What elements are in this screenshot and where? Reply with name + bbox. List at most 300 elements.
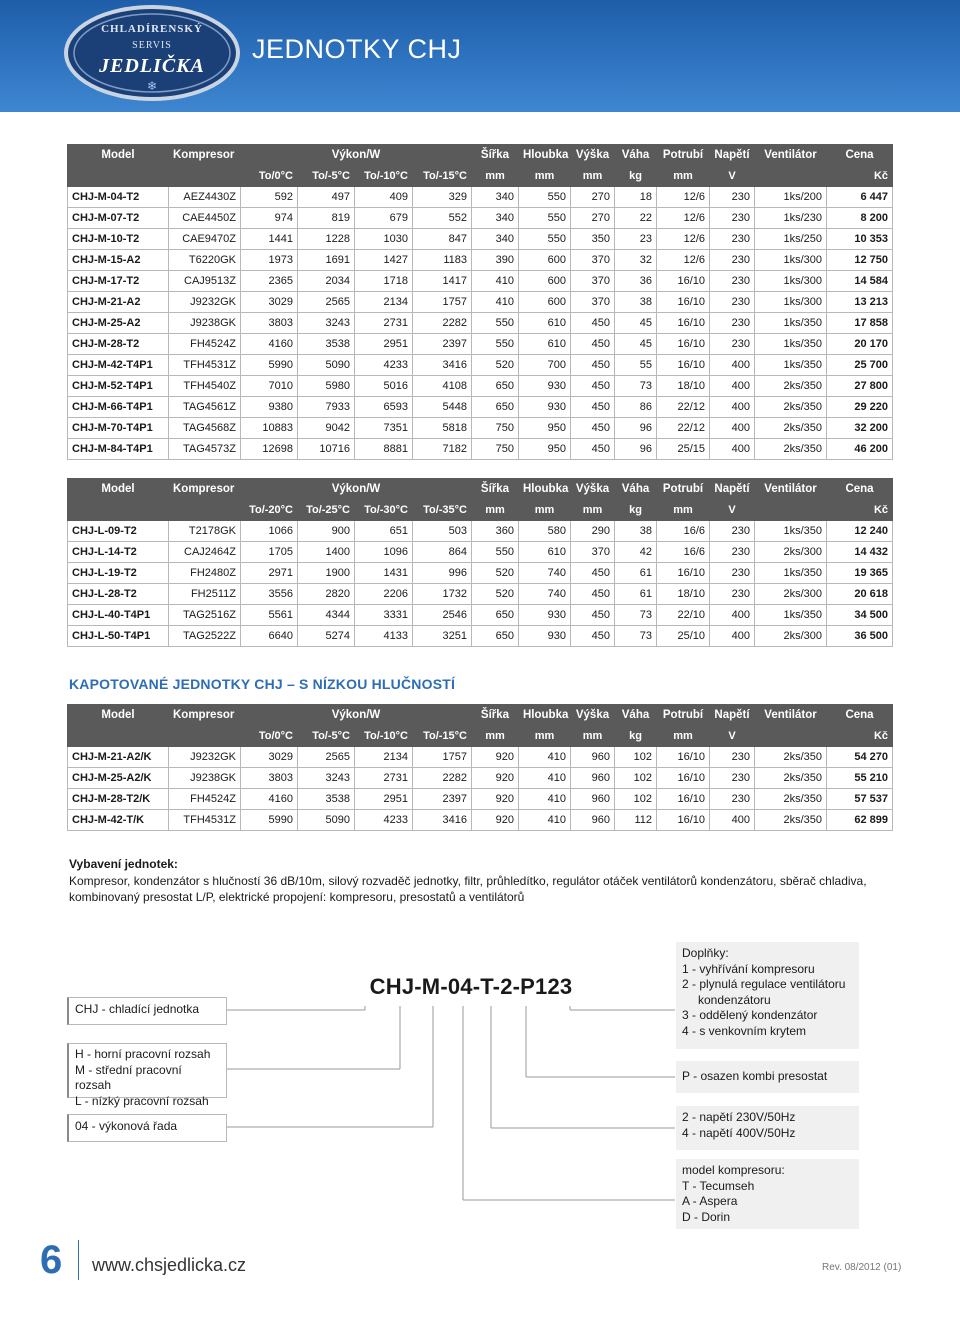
table-cell: 9380 <box>241 397 298 418</box>
table-cell: 102 <box>615 768 657 789</box>
price-cell: 46 200 <box>827 439 893 460</box>
column-subheader: kg <box>615 166 657 187</box>
table-cell: 73 <box>615 605 657 626</box>
table-cell: TAG4568Z <box>169 418 241 439</box>
table-cell: 520 <box>472 563 519 584</box>
price-cell: 29 220 <box>827 397 893 418</box>
table-cell: 750 <box>472 418 519 439</box>
legend-box-pressostat <box>676 1061 859 1093</box>
model-cell: CHJ-M-25-A2 <box>68 313 169 334</box>
column-subheader <box>755 166 827 187</box>
table-cell: 390 <box>472 250 519 271</box>
table-cell: 1ks/300 <box>755 292 827 313</box>
table-cell: 9042 <box>298 418 355 439</box>
equipment-text <box>69 873 889 905</box>
table-cell: 1417 <box>413 271 472 292</box>
table-cell: 550 <box>519 229 571 250</box>
table-cell: 102 <box>615 747 657 768</box>
table-cell: 1ks/350 <box>755 605 827 626</box>
column-header: Kompresor <box>169 705 241 726</box>
price-cell: 6 447 <box>827 187 893 208</box>
table-cell: 1691 <box>298 250 355 271</box>
table-cell: 112 <box>615 810 657 831</box>
price-cell: 54 270 <box>827 747 893 768</box>
table-cell: 520 <box>472 584 519 605</box>
table-cell: 25/10 <box>657 626 710 647</box>
table-cell: 1705 <box>241 542 298 563</box>
table-row <box>68 747 893 768</box>
table-cell: 3538 <box>298 789 355 810</box>
legend-box-series <box>67 1114 227 1142</box>
table-cell: 1431 <box>355 563 413 584</box>
table-cell: 16/6 <box>657 521 710 542</box>
table-cell: 1718 <box>355 271 413 292</box>
table-l-range <box>67 478 893 647</box>
model-cell: CHJ-M-28-T2/K <box>68 789 169 810</box>
table-cell: 370 <box>571 271 615 292</box>
table-row <box>68 208 893 229</box>
table-cell: 847 <box>413 229 472 250</box>
column-subheader: mm <box>571 166 615 187</box>
table-cell: 16/10 <box>657 747 710 768</box>
table-cell: 450 <box>571 355 615 376</box>
table-cell: 2565 <box>298 747 355 768</box>
table-cell: 600 <box>519 250 571 271</box>
model-cell: CHJ-M-07-T2 <box>68 208 169 229</box>
table-cell: CAE9470Z <box>169 229 241 250</box>
legend-box-compressor <box>676 1159 859 1229</box>
table-cell: 974 <box>241 208 298 229</box>
table-cell: FH4524Z <box>169 334 241 355</box>
table-cell: 2ks/350 <box>755 810 827 831</box>
model-cell: CHJ-M-52-T4P1 <box>68 376 169 397</box>
table-cell: 340 <box>472 187 519 208</box>
legend-line: D - Dorin <box>682 1209 731 1224</box>
model-cell: CHJ-L-40-T4P1 <box>68 605 169 626</box>
table-cell: 2134 <box>355 292 413 313</box>
table-cell: 230 <box>710 521 755 542</box>
column-header: Výkon/W <box>241 145 472 166</box>
column-header: Ventilátor <box>755 705 827 726</box>
table-cell: 3243 <box>298 313 355 334</box>
table-cell: 1973 <box>241 250 298 271</box>
price-cell: 8 200 <box>827 208 893 229</box>
table-cell: 864 <box>413 542 472 563</box>
table-cell: TFH4540Z <box>169 376 241 397</box>
price-cell: 57 537 <box>827 789 893 810</box>
table-cell: 5090 <box>298 810 355 831</box>
legend-line: P - osazen kombi presostat <box>682 1069 828 1083</box>
table-cell: 2ks/300 <box>755 584 827 605</box>
page-header <box>0 0 960 112</box>
website-link[interactable]: www.chsjedlicka.cz <box>92 1255 247 1275</box>
column-header: Model <box>68 479 169 500</box>
table-cell: 2ks/350 <box>755 768 827 789</box>
table-cell: 230 <box>710 334 755 355</box>
table-cell: 340 <box>472 229 519 250</box>
table-cell: 45 <box>615 334 657 355</box>
table-cell: 329 <box>413 187 472 208</box>
table-row <box>68 521 893 542</box>
table-cell: 55 <box>615 355 657 376</box>
table-cell: 503 <box>413 521 472 542</box>
column-header: Váha <box>615 479 657 500</box>
table-cell: 2397 <box>413 334 472 355</box>
table-cell: 450 <box>571 397 615 418</box>
column-header: Výška <box>571 145 615 166</box>
table-cell: 4160 <box>241 334 298 355</box>
table-cell: 580 <box>519 521 571 542</box>
table-cell: FH4524Z <box>169 789 241 810</box>
table-cell: 3331 <box>355 605 413 626</box>
table-cell: 370 <box>571 542 615 563</box>
table-cell: 2820 <box>298 584 355 605</box>
price-cell: 32 200 <box>827 418 893 439</box>
table-row <box>68 229 893 250</box>
column-subheader: Kč <box>827 726 893 747</box>
column-subheader: mm <box>472 726 519 747</box>
table-cell: CAJ2464Z <box>169 542 241 563</box>
table-cell: 12/6 <box>657 208 710 229</box>
table-cell: 1ks/350 <box>755 334 827 355</box>
table-cell: 2ks/300 <box>755 542 827 563</box>
table-row <box>68 376 893 397</box>
logo-text-main: JEDLIČKA <box>99 55 205 77</box>
table-cell: 750 <box>472 439 519 460</box>
table-cell: 930 <box>519 626 571 647</box>
table-cell: 650 <box>472 376 519 397</box>
column-header: Napětí <box>710 479 755 500</box>
logo-text-mid: SERVIS <box>132 40 172 51</box>
table-cell: 5274 <box>298 626 355 647</box>
table-row <box>68 187 893 208</box>
table-subheader-row <box>68 166 893 187</box>
table-row <box>68 542 893 563</box>
table-cell: 12/6 <box>657 187 710 208</box>
table-cell: 6593 <box>355 397 413 418</box>
table-cell: 1228 <box>298 229 355 250</box>
table-cell: 61 <box>615 584 657 605</box>
table-cell: 3029 <box>241 292 298 313</box>
table-cell: 2282 <box>413 768 472 789</box>
column-subheader: mm <box>519 500 571 521</box>
column-subheader: To/-10°C <box>355 166 413 187</box>
table-cell: 38 <box>615 292 657 313</box>
column-subheader: To/-5°C <box>298 726 355 747</box>
table-cell: 230 <box>710 563 755 584</box>
column-subheader: To/-10°C <box>355 726 413 747</box>
table-cell: 740 <box>519 563 571 584</box>
column-subheader: V <box>710 166 755 187</box>
table-cell: AEZ4430Z <box>169 187 241 208</box>
table-cell: 16/10 <box>657 563 710 584</box>
table-cell: 2731 <box>355 313 413 334</box>
model-cell: CHJ-M-17-T2 <box>68 271 169 292</box>
table-cell: 2ks/350 <box>755 376 827 397</box>
page-number: 6 <box>40 1238 63 1282</box>
table-cell: 410 <box>519 768 571 789</box>
model-cell: CHJ-M-04-T2 <box>68 187 169 208</box>
column-header: Výška <box>571 479 615 500</box>
table-cell: 2731 <box>355 768 413 789</box>
table-cell: 409 <box>355 187 413 208</box>
table-row <box>68 355 893 376</box>
table-cell: 950 <box>519 418 571 439</box>
table-cell: 550 <box>472 313 519 334</box>
table-cell: 230 <box>710 187 755 208</box>
table-cell: 230 <box>710 208 755 229</box>
table-cell: 16/10 <box>657 810 710 831</box>
price-cell: 62 899 <box>827 810 893 831</box>
legend-box-range <box>67 1043 227 1108</box>
column-subheader: To/-15°C <box>413 726 472 747</box>
table-cell: 7010 <box>241 376 298 397</box>
table-cell: 400 <box>710 439 755 460</box>
table-cell: 1030 <box>355 229 413 250</box>
price-cell: 20 618 <box>827 584 893 605</box>
legend-line: CHJ - chladící jednotka <box>75 1002 200 1016</box>
column-subheader: mm <box>571 726 615 747</box>
table-cell: 960 <box>571 789 615 810</box>
table-cell: T6220GK <box>169 250 241 271</box>
table-cell: 3416 <box>413 810 472 831</box>
table-row <box>68 563 893 584</box>
legend-line: 4 - napětí 400V/50Hz <box>682 1125 796 1140</box>
model-cell: CHJ-L-19-T2 <box>68 563 169 584</box>
legend-line: T - Tecumseh <box>682 1178 755 1193</box>
table-cell: 230 <box>710 229 755 250</box>
column-header: Ventilátor <box>755 145 827 166</box>
table-cell: 4344 <box>298 605 355 626</box>
column-subheader: mm <box>571 500 615 521</box>
table-cell: TAG2522Z <box>169 626 241 647</box>
table-cell: 450 <box>571 418 615 439</box>
table-header-row <box>68 705 893 726</box>
table-cell: 36 <box>615 271 657 292</box>
table-cell: 450 <box>571 439 615 460</box>
column-subheader: To/-5°C <box>298 166 355 187</box>
column-subheader: Kč <box>827 166 893 187</box>
table-cell: 996 <box>413 563 472 584</box>
price-cell: 12 240 <box>827 521 893 542</box>
table-cell: 230 <box>710 584 755 605</box>
table-cell: 3803 <box>241 768 298 789</box>
column-header: Ventilátor <box>755 479 827 500</box>
column-subheader: To/-35°C <box>413 500 472 521</box>
table-cell: 16/10 <box>657 334 710 355</box>
price-cell: 14 432 <box>827 542 893 563</box>
table-cell: 4160 <box>241 789 298 810</box>
column-subheader: V <box>710 500 755 521</box>
table-cell: 1ks/350 <box>755 521 827 542</box>
table-cell: 1ks/350 <box>755 355 827 376</box>
table-cell: 3416 <box>413 355 472 376</box>
table-cell: 600 <box>519 271 571 292</box>
model-cell: CHJ-M-25-A2/K <box>68 768 169 789</box>
table-cell: 1ks/250 <box>755 229 827 250</box>
table-cell: 2365 <box>241 271 298 292</box>
table-row <box>68 250 893 271</box>
table-cell: 290 <box>571 521 615 542</box>
legend-line: 1 - vyhřívání kompresoru <box>682 961 815 976</box>
table-cell: 610 <box>519 313 571 334</box>
table-cell: 410 <box>519 747 571 768</box>
table-cell: 25/15 <box>657 439 710 460</box>
table-cell: 2565 <box>298 292 355 313</box>
table-cell: 3556 <box>241 584 298 605</box>
table-cell: 7933 <box>298 397 355 418</box>
legend-line: model kompresoru: <box>682 1163 785 1177</box>
table-cell: 960 <box>571 747 615 768</box>
table-cell: TAG4561Z <box>169 397 241 418</box>
table-row <box>68 397 893 418</box>
column-subheader: mm <box>657 726 710 747</box>
legend-line: 2 - napětí 230V/50Hz <box>682 1110 796 1124</box>
column-header: Váha <box>615 145 657 166</box>
table-row <box>68 789 893 810</box>
table-cell: 18/10 <box>657 376 710 397</box>
table-low-noise <box>67 704 893 831</box>
price-cell: 13 213 <box>827 292 893 313</box>
table-cell: TFH4531Z <box>169 355 241 376</box>
table-cell: 550 <box>472 542 519 563</box>
column-header: Cena <box>827 145 893 166</box>
table-cell: 552 <box>413 208 472 229</box>
page-title: JEDNOTKY CHJ <box>252 34 462 64</box>
table-body <box>68 521 893 647</box>
table-cell: 400 <box>710 605 755 626</box>
column-header: Potrubí <box>657 479 710 500</box>
table-cell: 270 <box>571 187 615 208</box>
price-cell: 20 170 <box>827 334 893 355</box>
column-subheader: To/0°C <box>241 166 298 187</box>
table-cell: 6640 <box>241 626 298 647</box>
price-cell: 10 353 <box>827 229 893 250</box>
table-cell: 1ks/300 <box>755 250 827 271</box>
table-body <box>68 187 893 460</box>
table-cell: 450 <box>571 376 615 397</box>
table-cell: 12/6 <box>657 229 710 250</box>
table-cell: 370 <box>571 292 615 313</box>
table-cell: 3803 <box>241 313 298 334</box>
model-cell: CHJ-M-28-T2 <box>68 334 169 355</box>
column-header: Model <box>68 145 169 166</box>
table-row <box>68 439 893 460</box>
table-row <box>68 271 893 292</box>
table-cell: 920 <box>472 810 519 831</box>
table-cell: 230 <box>710 542 755 563</box>
table-cell: CAJ9513Z <box>169 271 241 292</box>
table-cell: 22/10 <box>657 605 710 626</box>
column-header: Kompresor <box>169 479 241 500</box>
table-cell: 1ks/300 <box>755 271 827 292</box>
table-cell: J9238GK <box>169 313 241 334</box>
legend-line: A - Aspera <box>682 1194 738 1208</box>
column-subheader <box>755 500 827 521</box>
price-cell: 55 210 <box>827 768 893 789</box>
table-cell: 1757 <box>413 747 472 768</box>
table-cell: 16/10 <box>657 768 710 789</box>
column-header: Potrubí <box>657 705 710 726</box>
price-cell: 36 500 <box>827 626 893 647</box>
column-subheader: To/-15°C <box>413 166 472 187</box>
column-subheader: V <box>710 726 755 747</box>
column-header: Cena <box>827 479 893 500</box>
table-cell: 2397 <box>413 789 472 810</box>
table-cell: 1757 <box>413 292 472 313</box>
legend-box-voltage <box>676 1106 859 1150</box>
table-cell: 2ks/350 <box>755 747 827 768</box>
table-cell: 16/10 <box>657 271 710 292</box>
table-cell: 45 <box>615 313 657 334</box>
table-row <box>68 418 893 439</box>
table-cell: 2206 <box>355 584 413 605</box>
model-cell: CHJ-L-50-T4P1 <box>68 626 169 647</box>
price-cell: 27 800 <box>827 376 893 397</box>
column-subheader: To/-20°C <box>241 500 298 521</box>
table-subheader-row <box>68 726 893 747</box>
model-cell: CHJ-M-15-A2 <box>68 250 169 271</box>
table-cell: 400 <box>710 355 755 376</box>
table-cell: TAG4573Z <box>169 439 241 460</box>
table-cell: 2951 <box>355 334 413 355</box>
table-cell: 651 <box>355 521 413 542</box>
table-cell: 7182 <box>413 439 472 460</box>
table-cell: TFH4531Z <box>169 810 241 831</box>
table-cell: 2034 <box>298 271 355 292</box>
table-cell: 930 <box>519 376 571 397</box>
table-cell: 5448 <box>413 397 472 418</box>
legend-line: M - střední pracovní rozsah <box>75 1062 182 1092</box>
table-cell: J9232GK <box>169 292 241 313</box>
column-header: Výkon/W <box>241 479 472 500</box>
table-cell: 410 <box>472 292 519 313</box>
table-cell: 550 <box>519 187 571 208</box>
column-header: Potrubí <box>657 145 710 166</box>
snowflake-icon: ❄ <box>146 79 158 93</box>
column-header: Výkon/W <box>241 705 472 726</box>
model-cell: CHJ-L-28-T2 <box>68 584 169 605</box>
legend-line: L - nízký pracovní rozsah <box>75 1093 209 1108</box>
legend-line: 4 - s venkovním krytem <box>682 1023 807 1038</box>
table-cell: 700 <box>519 355 571 376</box>
price-cell: 19 365 <box>827 563 893 584</box>
table-cell: 1ks/200 <box>755 187 827 208</box>
table-cell: 16/6 <box>657 542 710 563</box>
table-cell: 1ks/230 <box>755 208 827 229</box>
company-logo <box>62 2 242 104</box>
legend-line: Doplňky: <box>682 946 729 960</box>
table-cell: 3538 <box>298 334 355 355</box>
table-cell: 930 <box>519 397 571 418</box>
legend-line: 3 - oddělený kondenzátor <box>682 1008 818 1022</box>
column-subheader <box>755 726 827 747</box>
table-cell: 16/10 <box>657 355 710 376</box>
table-cell: 1183 <box>413 250 472 271</box>
table-cell: 230 <box>710 768 755 789</box>
table-cell: 520 <box>472 355 519 376</box>
table-cell: TAG2516Z <box>169 605 241 626</box>
table-cell: 2951 <box>355 789 413 810</box>
column-header: Kompresor <box>169 145 241 166</box>
table-cell: 5980 <box>298 376 355 397</box>
table-cell: 610 <box>519 334 571 355</box>
table-cell: 73 <box>615 626 657 647</box>
column-header: Šířka <box>472 479 519 500</box>
model-code: CHJ-M-04-T-2-P123 <box>352 968 590 1006</box>
table-cell: 96 <box>615 418 657 439</box>
table-cell: 450 <box>571 334 615 355</box>
